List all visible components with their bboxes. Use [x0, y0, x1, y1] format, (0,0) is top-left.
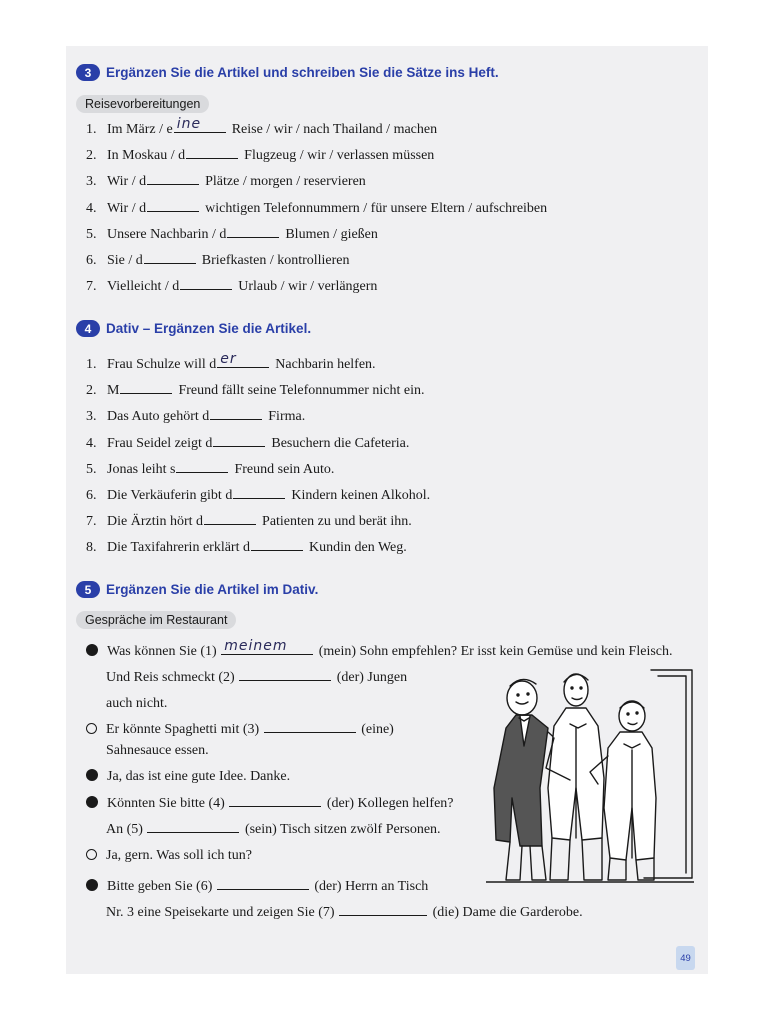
dialogue-line: Sahnesauce essen. — [106, 743, 209, 758]
item-number: 6. — [86, 488, 97, 503]
item-prompt: Frau Schulze will d — [107, 357, 217, 372]
dialogue-line: Er könnte Spaghetti mit (3) (eine) — [86, 721, 394, 739]
speaker-guest-bullet — [86, 796, 98, 808]
item-rest: wichtigen Telefonnummern / für unsere Eltern / aufschreiben — [205, 200, 548, 216]
item-rest: Nachbarin helfen. — [275, 357, 376, 372]
item-rest: Plätze / morgen / reservieren — [205, 174, 366, 190]
item-rest: Freund fällt seine Telefonnummer nicht ein. — [178, 383, 425, 399]
exercise-number-badge: 5 — [76, 581, 100, 598]
exercise-item — [86, 408, 305, 426]
item-rest: Reise / wir / nach Thailand / machen — [231, 122, 438, 137]
item-prompt: Vielleicht / d — [107, 279, 180, 295]
item-prompt: In Moskau / d — [107, 148, 186, 164]
exercise-item — [86, 461, 334, 479]
item-number: 7. — [86, 279, 97, 295]
speaker-guest-bullet — [86, 879, 98, 891]
answer-blank[interactable] — [147, 200, 199, 212]
item-number: 4. — [86, 435, 97, 451]
exercise-title: Ergänzen Sie die Artikel im Dativ. — [106, 582, 319, 597]
answer-blank[interactable] — [186, 147, 238, 159]
item-prompt: Wir / d — [107, 174, 147, 190]
exercise-item — [86, 435, 409, 453]
exercise-item — [86, 539, 407, 557]
item-number: 2. — [86, 383, 97, 399]
exercise-item — [86, 252, 350, 270]
exercise-item — [86, 116, 438, 139]
answer-blank[interactable] — [217, 878, 309, 890]
item-number: 6. — [86, 253, 97, 268]
exercise-item — [86, 200, 547, 218]
answer-blank[interactable] — [217, 351, 269, 368]
exercise-5-header — [76, 581, 318, 598]
exercise-4-header — [76, 320, 311, 337]
item-number: 8. — [86, 540, 97, 556]
answer-blank[interactable] — [213, 435, 265, 447]
item-number: 3. — [86, 174, 97, 190]
exercise-item — [86, 147, 434, 165]
item-rest: Urlaub / wir / verlängern — [238, 279, 378, 295]
item-rest: Kundin den Weg. — [308, 540, 407, 556]
restaurant-waiters-illustration — [486, 668, 694, 886]
answer-blank[interactable] — [227, 226, 279, 238]
item-prompt: Sie / d — [107, 253, 143, 268]
page-number: 49 — [676, 946, 695, 970]
answer-blank[interactable] — [251, 539, 303, 551]
answer-blank[interactable] — [180, 278, 232, 290]
exercise-item — [86, 513, 412, 531]
dialogue-line: Könnten Sie bitte (4) (der) Kollegen helfen? — [86, 795, 454, 813]
handwritten-answer: meinem — [224, 638, 288, 654]
dialogue-line: Was können Sie (1) meinem (mein) Sohn empfehlen? Er isst kein Gemüse und kein Fleisch. — [86, 643, 673, 661]
exercise-title: Dativ – Ergänzen Sie die Artikel. — [106, 321, 312, 336]
item-number: 4. — [86, 200, 97, 216]
exercise-number-badge: 3 — [76, 64, 100, 81]
answer-blank[interactable] — [204, 513, 256, 525]
item-prompt: Die Ärztin hört d — [107, 514, 204, 530]
handwritten-answer: ine — [176, 116, 202, 132]
exercise-title: Ergänzen Sie die Artikel und schreiben Sie die Sätze ins Heft. — [106, 65, 499, 80]
item-number: 1. — [86, 357, 97, 372]
item-number: 7. — [86, 514, 97, 530]
exercise-item — [86, 226, 378, 244]
item-rest: Firma. — [268, 409, 306, 425]
exercise-3-header — [76, 64, 499, 81]
answer-blank[interactable] — [233, 487, 285, 499]
handwritten-answer: er — [220, 351, 237, 367]
answer-blank[interactable] — [144, 252, 196, 264]
item-number: 3. — [86, 409, 97, 425]
answer-blank[interactable] — [229, 795, 321, 807]
exercise-subtitle: Gespräche im Restaurant — [76, 611, 236, 629]
item-rest: Flugzeug / wir / verlassen müssen — [244, 148, 435, 164]
dialogue-line: Ja, das ist eine gute Idee. Danke. — [86, 768, 290, 786]
item-prompt: Unsere Nachbarin / d — [107, 226, 227, 242]
item-prompt: M — [107, 383, 120, 399]
dialogue-line: An (5) (sein) Tisch sitzen zwölf Personen. — [106, 822, 441, 837]
item-number: 5. — [86, 226, 97, 242]
item-prompt: Jonas leiht s — [107, 461, 176, 477]
answer-blank[interactable] — [264, 721, 356, 733]
dialogue-line: Bitte geben Sie (6) (der) Herrn an Tisch — [86, 878, 428, 896]
dialogue-line: auch nicht. — [106, 696, 168, 711]
answer-blank[interactable] — [147, 173, 199, 185]
answer-blank[interactable] — [120, 382, 172, 394]
item-number: 2. — [86, 148, 97, 164]
item-prompt: Frau Seidel zeigt d — [107, 435, 213, 451]
exercise-number-badge: 4 — [76, 320, 100, 337]
answer-blank[interactable] — [176, 461, 228, 473]
item-number: 5. — [86, 461, 97, 477]
answer-blank[interactable] — [339, 904, 427, 916]
item-rest: Blumen / gießen — [285, 226, 378, 242]
speaker-waiter-bullet — [86, 723, 97, 734]
answer-blank[interactable] — [147, 821, 239, 833]
speaker-guest-bullet — [86, 769, 98, 781]
speaker-waiter-bullet — [86, 849, 97, 860]
item-prompt: Die Taxifahrerin erklärt d — [107, 540, 250, 556]
dialogue-line: Ja, gern. Was soll ich tun? — [86, 847, 252, 865]
dialogue-line: Nr. 3 eine Speisekarte und zeigen Sie (7) (die) Dame die Garderobe. — [106, 905, 583, 920]
item-rest: Besuchern die Cafeteria. — [271, 435, 410, 451]
answer-blank[interactable] — [174, 116, 226, 133]
item-prompt: Wir / d — [107, 200, 147, 216]
item-rest: Kindern keinen Alkohol. — [291, 488, 431, 503]
exercise-item — [86, 487, 430, 505]
item-rest: Patienten zu und berät ihn. — [262, 514, 412, 530]
answer-blank[interactable] — [210, 408, 262, 420]
answer-blank[interactable] — [239, 669, 331, 681]
exercise-item — [86, 351, 376, 374]
exercise-subtitle: Reisevorbereitungen — [76, 95, 209, 113]
exercise-item — [86, 278, 377, 296]
item-rest: Freund sein Auto. — [234, 461, 335, 477]
item-prompt: Die Verkäuferin gibt d — [107, 488, 233, 503]
speaker-guest-bullet — [86, 644, 98, 656]
answer-blank[interactable] — [221, 638, 313, 655]
item-prompt: Das Auto gehört d — [107, 409, 210, 425]
dialogue-line: Und Reis schmeckt (2) (der) Jungen — [106, 670, 408, 685]
item-prompt: Im März / e — [107, 122, 173, 137]
exercise-item — [86, 382, 424, 400]
item-number: 1. — [86, 122, 97, 137]
exercise-item — [86, 173, 366, 191]
item-rest: Briefkasten / kontrollieren — [201, 253, 350, 268]
